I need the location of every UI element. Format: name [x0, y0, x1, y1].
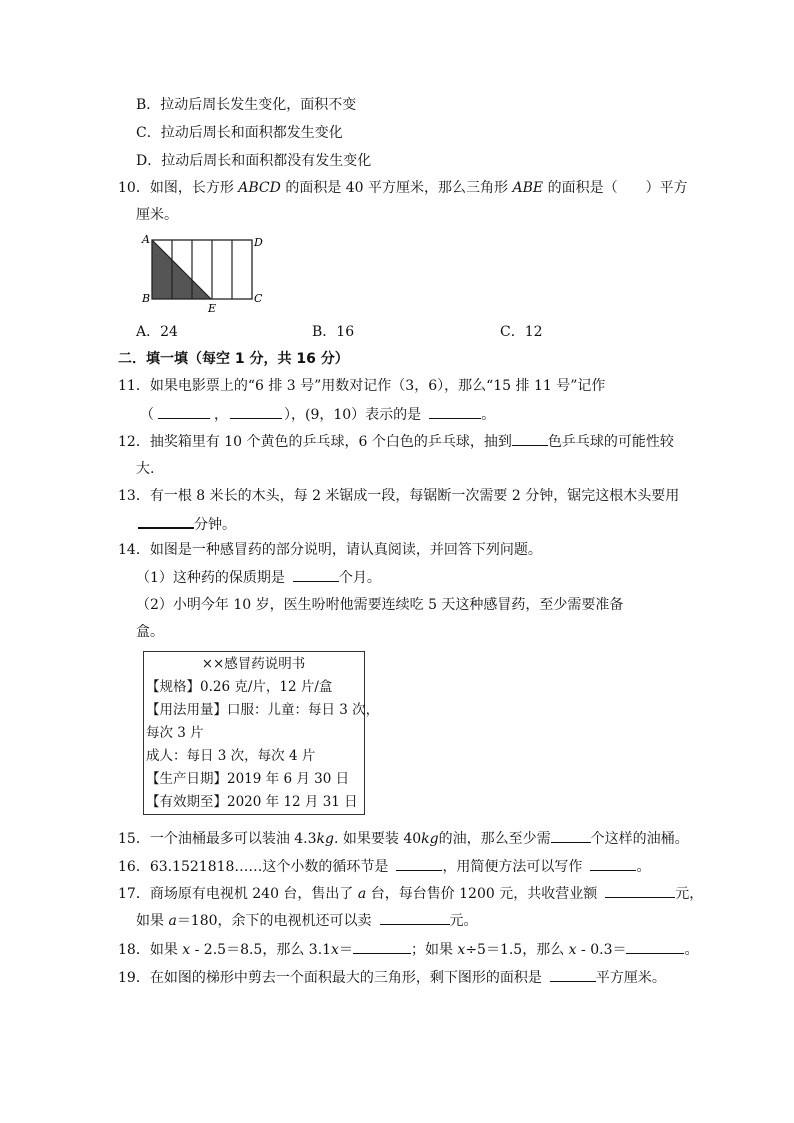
question-12-line2: 大. [136, 461, 155, 477]
question-13-line2 [138, 514, 236, 534]
q16-blank-1 [396, 857, 442, 871]
question-19 [118, 968, 666, 987]
q16-text-b: ，用简便方法可以写作 [442, 859, 583, 875]
q17-text-a: 17．商场原有电视机 240 台，售出了 [118, 886, 358, 902]
q10-var-abcd: ABCD [238, 180, 281, 196]
q17-line2-text-c: 元。 [449, 913, 478, 929]
q17-text-b: 台，每台售价 1200 元，共收营业额 [366, 886, 598, 902]
q15-text-a: 15．一个油桶最多可以装油 4.3 [118, 831, 317, 847]
q18-text-a: 18．如果 [118, 942, 183, 958]
q19-blank [550, 968, 596, 982]
q15-text-d: 个这样的油桶。 [590, 831, 689, 847]
q16-blank-2 [590, 857, 636, 871]
q18-text-d: ；如果 [410, 942, 458, 958]
option-c: C．拉动后周长和面积都发生变化 [136, 125, 343, 141]
q12-blank [512, 432, 548, 446]
question-14-sub2-end: 盒。 [136, 624, 164, 640]
q17-var-a: a [357, 886, 367, 902]
q17-blank-2 [380, 911, 450, 925]
q11-end: 。 [481, 407, 496, 423]
q15-text-c: 的油，那么至少需 [438, 831, 551, 847]
choice-c: C．12 [500, 324, 543, 340]
q16-text-c: 。 [636, 859, 651, 875]
medicine-info-box [143, 651, 380, 815]
q11-blank-1 [158, 405, 210, 419]
q18-blank-2 [626, 940, 684, 954]
q14-sub1-text-b: 个月。 [338, 570, 381, 586]
q10-text-a: 10．如图，长方形 [118, 180, 239, 196]
q10-text-c: 的面积是（ ）平方 [543, 180, 688, 196]
question-18 [118, 940, 698, 959]
box-row-production-date: 【生产日期】2019 年 6 月 30 日 [146, 771, 350, 787]
q13-end: 分钟。 [194, 517, 236, 533]
question-13-line1: 13．有一根 8 米长的木头，每 2 米锯成一段，每锯断一次需要 2 分钟，锯完这根木头要用 [118, 488, 680, 504]
question-16 [118, 857, 650, 876]
q18-text-f: - 0.3＝ [576, 942, 627, 958]
question-11-line2 [140, 405, 495, 424]
box-row-usage: 【用法用量】口服：儿童：每日 3 次， [146, 702, 380, 718]
q16-text-a: 16．63.1521818……这个小数的循环节是 [118, 859, 389, 875]
q18-text-e: ÷5＝1.5，那么 [465, 942, 569, 958]
q15-unit-2: kg [421, 831, 439, 847]
label-a: A [142, 233, 150, 246]
q12-text-b: 色乒乓球的可能性较 [547, 434, 674, 450]
q17-line2-text-a: 如果 [136, 913, 169, 929]
q18-var-x1: x [182, 942, 191, 958]
q18-blank-1 [353, 940, 411, 954]
q18-var-x2: x [331, 942, 339, 958]
box-row-usage-cont: 每次 3 片 [146, 725, 204, 741]
q17-line2-text-b: ＝180，余下的电视机还可以卖 [176, 913, 372, 929]
q18-text-g: 。 [684, 942, 699, 958]
option-d: D．拉动后周长和面积都没有发生变化 [136, 153, 372, 169]
label-d: D [254, 236, 263, 249]
question-17-line2 [136, 911, 478, 930]
box-title: ××感冒药说明书 [201, 656, 306, 672]
box-row-expiry: 【有效期至】2020 年 12 月 31 日 [146, 794, 358, 810]
question-10-line2: 厘米。 [136, 207, 178, 223]
label-e: E [208, 302, 217, 314]
question-10-line1 [118, 179, 688, 197]
question-12-line1 [118, 432, 674, 451]
q18-text-b: - 2.5＝8.5，那么 3.1 [190, 942, 332, 958]
q11-text-b: ），(9，10）表示的是 [284, 407, 422, 423]
question-11-line1: 11．如果电影票上的“6 排 3 号”用数对记作（3，6），那么“15 排 11 号”记作 [118, 378, 606, 394]
choice-a: A．24 [136, 324, 178, 340]
q12-text-a: 12．抽奖箱里有 10 个黄色的乒乓球，6 个白色的乒乓球，抽到 [118, 434, 512, 450]
q14-sub1-text-a: （1）这种药的保质期是 [136, 570, 285, 586]
rectangle-abcd-diagram [140, 232, 280, 314]
q15-blank [551, 829, 591, 843]
q19-text-b: 平方厘米。 [595, 970, 666, 986]
q10-text-b: 的面积是 40 平方厘米，那么三角形 [280, 180, 513, 196]
q14-blank-1 [293, 568, 339, 582]
q15-unit-1: kg [316, 831, 334, 847]
question-14-line1: 14．如图是一种感冒药的部分说明，请认真阅读，并回答下列问题。 [118, 542, 542, 558]
box-row-spec: 【规格】0.26 克/片，12 片/盒 [146, 679, 333, 695]
label-b: B [142, 292, 151, 305]
q18-text-c: ＝ [338, 942, 353, 958]
q18-var-x4: x [568, 942, 577, 958]
box-row-adult: 成人：每日 3 次，每次 4 片 [146, 748, 316, 764]
q19-text-a: 19．在如图的梯形中剪去一个面积最大的三角形，剩下图形的面积是 [118, 970, 542, 986]
q15-text-b: . 如果要装 40 [333, 831, 422, 847]
rectangle-figure [140, 232, 280, 314]
question-14-sub1 [136, 568, 381, 587]
q11-blank-3 [429, 405, 481, 419]
q11-blank-2 [230, 405, 282, 419]
q17-line2-var-a: a [168, 913, 177, 929]
q13-blank [138, 514, 194, 529]
q11-comma: ， [214, 407, 228, 423]
question-15 [118, 829, 689, 848]
choice-b: B．16 [312, 324, 355, 340]
label-c: C [254, 292, 263, 305]
q11-paren-open: （ [140, 407, 154, 423]
option-b: B．拉动后周长发生变化，面积不变 [136, 97, 357, 113]
q17-text-c: 元， [675, 886, 704, 902]
q18-var-x3: x [457, 942, 466, 958]
q17-blank-1 [605, 884, 675, 898]
q10-var-abe: ABE [512, 180, 544, 196]
question-14-sub2: （2）小明今年 10 岁，医生吩咐他需要连续吃 5 天这种感冒药，至少需要准备 [136, 597, 624, 613]
section-heading-fill-in: 二．填一填（每空 1 分，共 16 分） [118, 351, 349, 367]
question-17-line1 [118, 884, 703, 903]
